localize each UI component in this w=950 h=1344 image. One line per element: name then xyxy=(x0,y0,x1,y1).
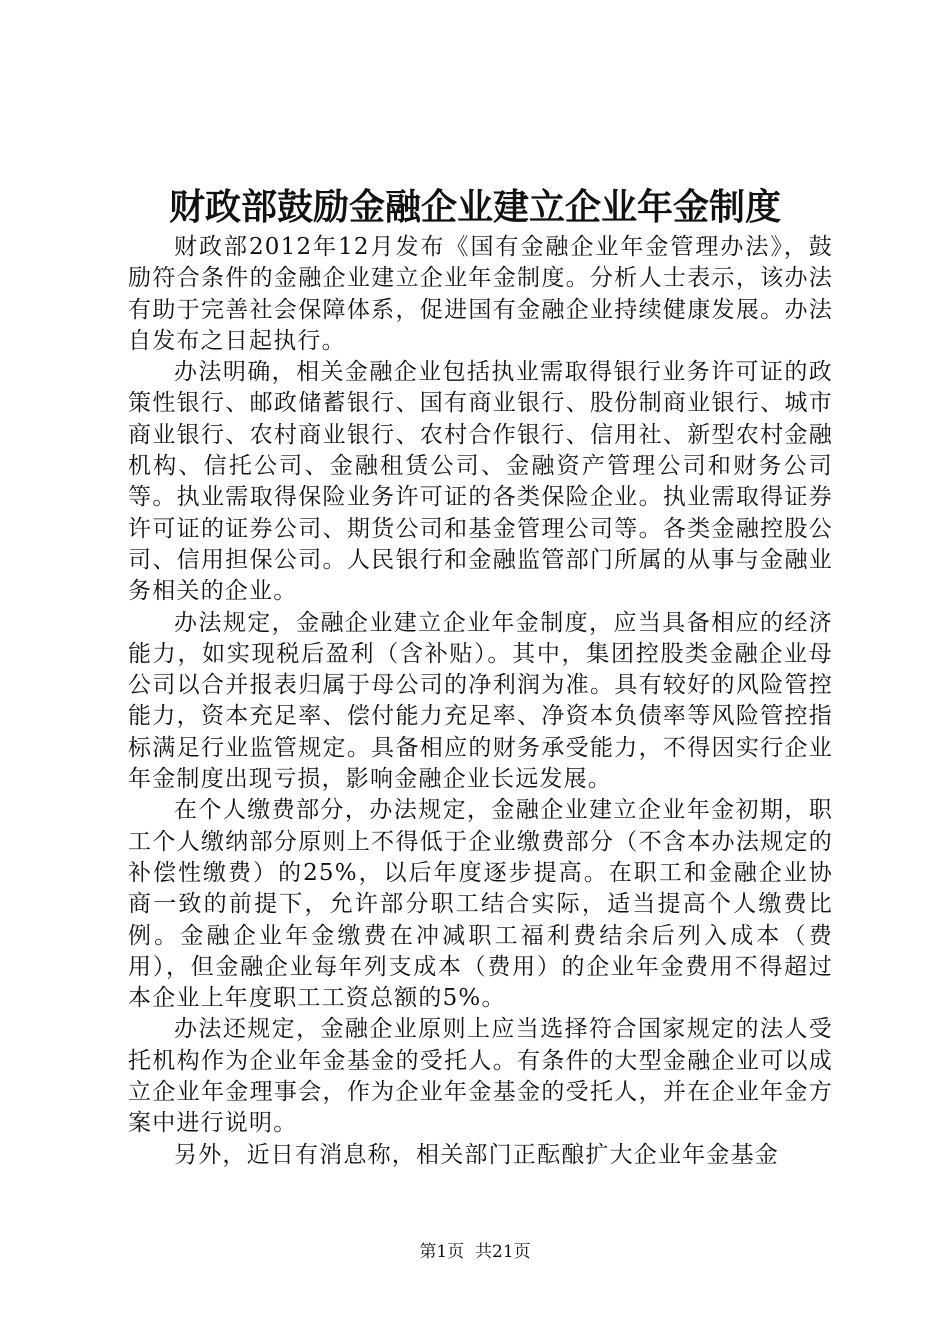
page-number: 第1页 xyxy=(419,1242,465,1262)
paragraph: 另外，近日有消息称，相关部门正酝酿扩大企业年金基金 xyxy=(174,1141,779,1168)
paragraph: 办法明确，相关金融企业包括执业需取得银行业务许可证的政策性银行、邮政储蓄银行、国有商业银行、股份制商业银行、城市商业银行、农村商业银行、农村合作银行、信用社、新型农村金融机构、信托公司、金融租赁公司、金融资产管理公司和财务公司等。执业需取得保险业务许可证的各类保险企业。执业需取得证券许可证的证券公司、期货公司和基金管理公司等。各类金融控股公司、信用担保公司。人民银行和金融监管部门所属的从事与金融业务相关的企业。 xyxy=(128,359,833,605)
paragraph: 办法规定，金融企业建立企业年金制度，应当具备相应的经济能力，如实现税后盈利（含补贴）。其中，集团控股类金融企业母公司以合并报表归属于母公司的净利润为准。具有较好的风险管控能力，资本充足率、偿付能力充足率、净资本负债率等风险管控指标满足行业监管规定。具备相应的财务承受能力，不得因实行企业年金制度出现亏损，影响金融企业长远发展。 xyxy=(128,609,833,793)
page-footer xyxy=(0,1240,950,1264)
document-body xyxy=(128,232,833,1171)
paragraph: 办法还规定，金融企业原则上应当选择符合国家规定的法人受托机构作为企业年金基金的受托人。有条件的大型金融企业可以成立企业年金理事会，作为企业年金基金的受托人，并在企业年金方案中进行说明。 xyxy=(128,1016,833,1137)
paragraph: 财政部2012年12月发布《国有金融企业年金管理办法》，鼓励符合条件的金融企业建立企业年金制度。分析人士表示，该办法有助于完善社会保障体系，促进国有金融企业持续健康发展。办法自发布之日起执行。 xyxy=(128,234,833,354)
page-total: 共21页 xyxy=(475,1242,531,1262)
paragraph: 在个人缴费部分，办法规定，金融企业建立企业年金初期，职工个人缴纳部分原则上不得低于企业缴费部分（不含本办法规定的补偿性缴费）的25%，以后年度逐步提高。在职工和金融企业协商一致的前提下，允许部分职工结合实际，适当提高个人缴费比例。金融企业年金缴费在冲减职工福利费结余后列入成本（费用），但金融企业每年列支成本（费用）的企业年金费用不得超过本企业上年度职工工资总额的5%。 xyxy=(128,797,833,1012)
document-title: 财政部鼓励金融企业建立企业年金制度 xyxy=(168,186,781,228)
